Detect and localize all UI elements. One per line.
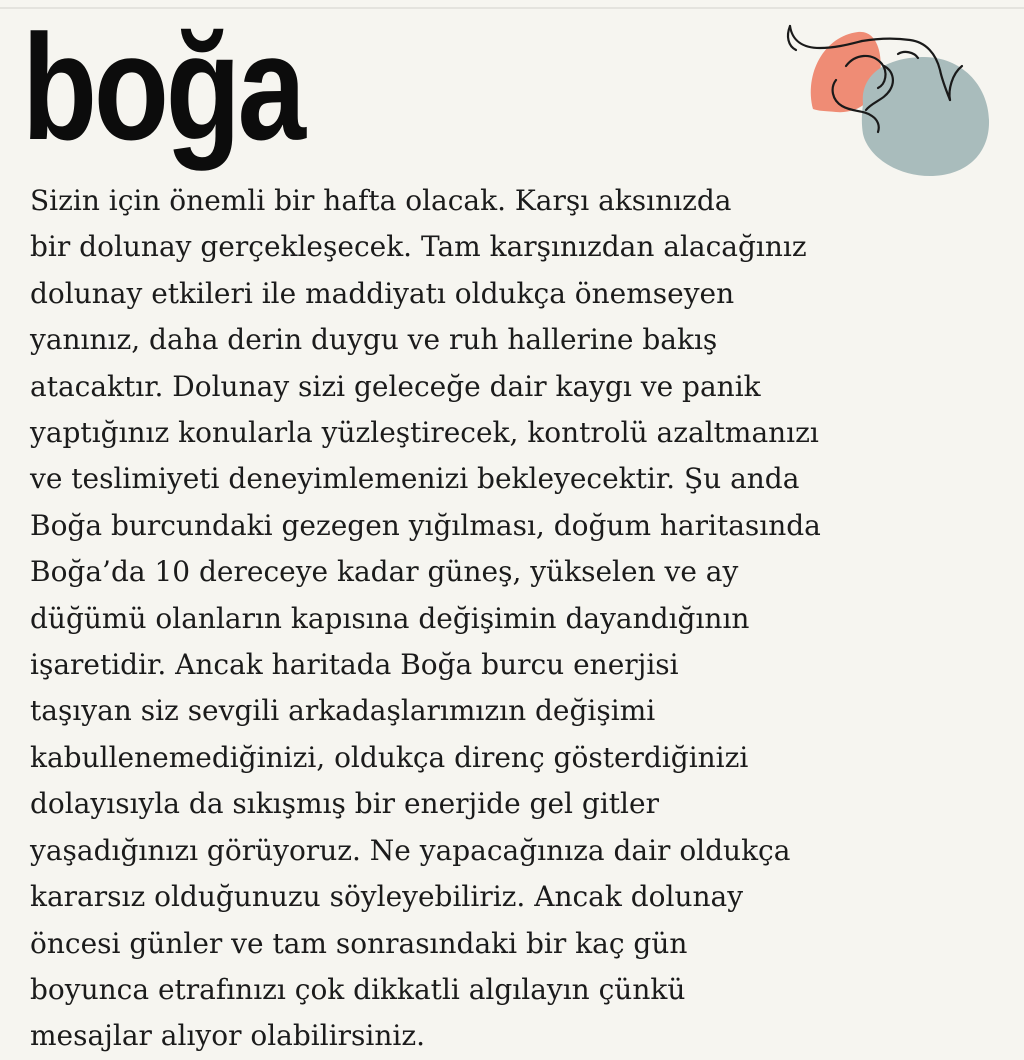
paragraph-line: öncesi günler ve tam sonrasındaki bir kaç gün bbox=[30, 926, 688, 960]
paragraph-line: ve teslimiyeti deneyimlemenizi bekleyecektir. Şu anda bbox=[30, 462, 800, 496]
paragraph-line: işaretidir. Ancak haritada Boğa burcu enerjisi bbox=[30, 648, 679, 682]
paragraph-line: yanınız, daha derin duygu ve ruh hallerine bakış bbox=[30, 323, 718, 357]
paragraph-line: Sizin için önemli bir hafta olacak. Karşı aksınızda bbox=[30, 184, 732, 217]
paragraph-line: mesajlar alıyor olabilirsiniz. bbox=[30, 1019, 426, 1053]
paragraph-line: kabullenemediğinizi, oldukça direnç gösterdiğinizi bbox=[30, 740, 749, 774]
paragraph-line: yaptığınız konularla yüzleştirecek, kontrolü azaltmanızı bbox=[30, 416, 819, 450]
paragraph-line: taşıyan siz sevgili arkadaşlarımızın değişimi bbox=[30, 694, 656, 728]
page-title: boğa bbox=[22, 3, 303, 171]
paragraph-line: kararsız olduğunuzu söyleyebiliriz. Ancak dolunay bbox=[30, 880, 744, 914]
paragraph-line: boyunca etrafınızı çok dikkatli algılayın çünkü bbox=[30, 972, 686, 1006]
paragraph-line: bir dolunay gerçekleşecek. Tam karşınızdan alacağınız bbox=[30, 230, 807, 264]
paragraph-line: düğümü olanların kapısına değişimin dayandığının bbox=[30, 601, 750, 635]
bull-line-art-icon bbox=[780, 14, 1010, 184]
horoscope-paragraph bbox=[30, 178, 1020, 1060]
paragraph-line: atacaktır. Dolunay sizi geleceğe dair kaygı ve panik bbox=[30, 369, 761, 403]
paragraph-line: Boğa’da 10 dereceye kadar güneş, yükselen ve ay bbox=[30, 555, 739, 589]
paragraph-line: Boğa burcundaki gezegen yığılması, doğum haritasında bbox=[30, 508, 821, 542]
paragraph-line: yaşadığınızı görüyoruz. Ne yapacağınıza dair oldukça bbox=[30, 833, 791, 867]
paragraph-line: dolayısıyla da sıkışmış bir enerjide gel gitler bbox=[30, 787, 659, 821]
paragraph-line: dolunay etkileri ile maddiyatı oldukça önemseyen bbox=[30, 276, 735, 310]
